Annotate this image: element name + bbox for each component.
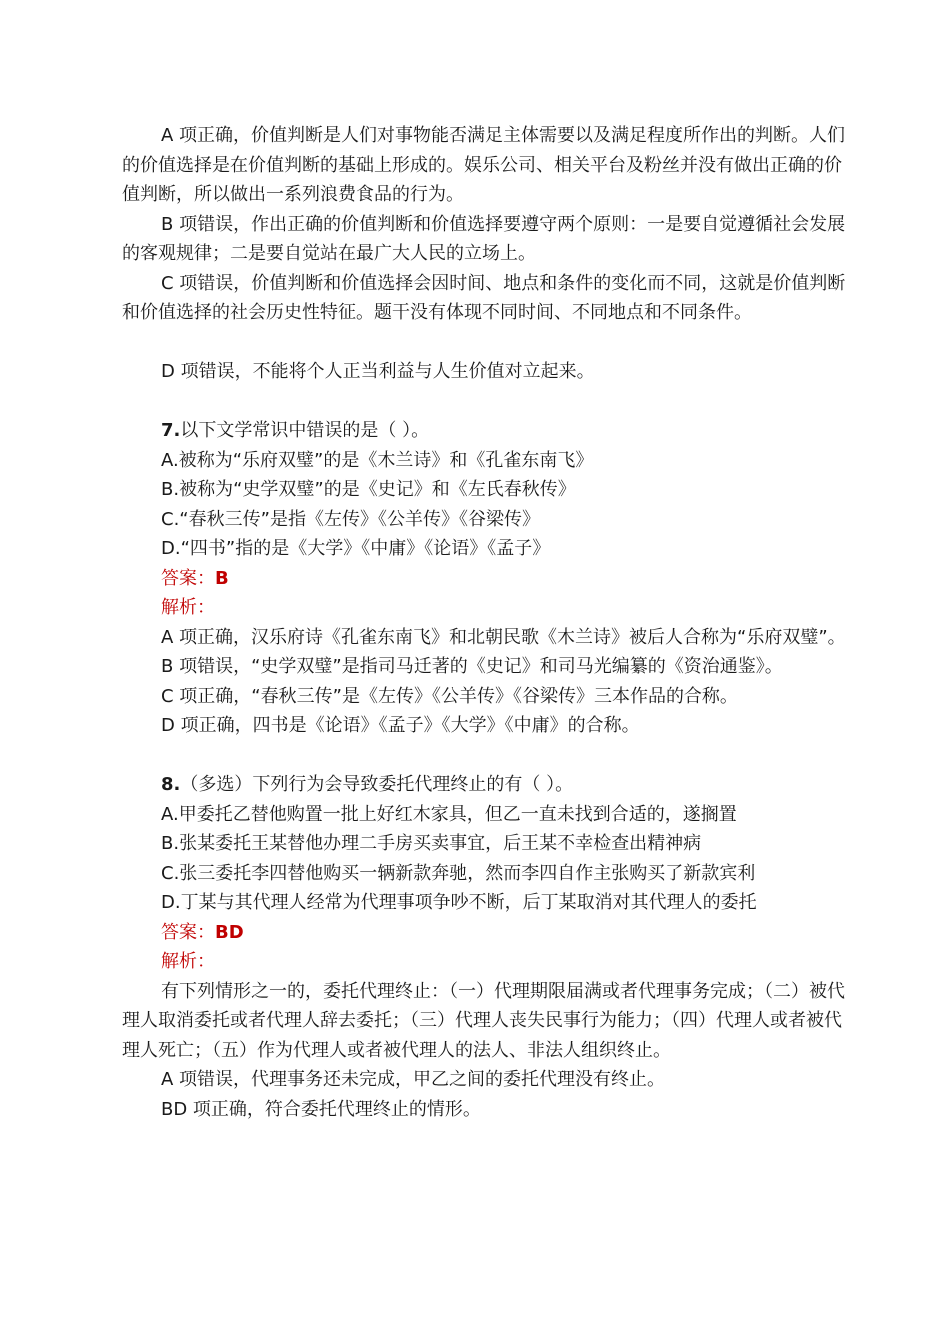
prev-analysis-d: D 项错误，不能将个人正当利益与人生价值对立起来。 — [161, 361, 595, 382]
question-8-answer — [122, 918, 852, 948]
question-7-analysis-b: B 项错误，“史学双璧”是指司马迁著的《史记》和司马光编纂的《资治通鉴》。 — [161, 656, 783, 677]
question-8-title — [122, 770, 852, 800]
answer-label: 答案： — [161, 567, 215, 589]
question-8-option-b: B.张某委托王某替他办理二手房买卖事宜，后王某不幸检查出精神病 — [161, 833, 702, 854]
question-8-analysis-a: A 项错误，代理事务还未完成，甲乙之间的委托代理没有终止。 — [161, 1069, 666, 1090]
question-7-analysis-d: D 项正确，四书是《论语》《孟子》《大学》《中庸》的合称。 — [161, 715, 640, 736]
question-7-analysis-a: A 项正确，汉乐府诗《孔雀东南飞》和北朝民歌《木兰诗》被后人合称为“乐府双璧”。 — [161, 626, 846, 648]
prev-analysis-c: C 项错误，价值判断和价值选择会因时间、地点和条件的变化而不同，这就是价值判断和价值选择的社会历史性特征。题干没有体现不同时间、不同地点和不同条件。 — [122, 272, 846, 323]
spacer — [122, 741, 852, 771]
answer-label: 答案： — [161, 921, 215, 943]
question-8-analysis-intro: 有下列情形之一的，委托代理终止：（一）代理期限届满或者代理事务完成；（二）被代理人取消委托或者代理人辞去委托；（三）代理人丧失民事行为能力；（四）代理人或者被代理人死亡；（五）作为代理人或者被代理人的法人、非法人组织终止。 — [122, 980, 845, 1061]
question-7-title — [122, 416, 852, 446]
question-7-answer — [122, 564, 852, 594]
question-7-option-b: B.被称为“史学双璧”的是《史记》和《左氏春秋传》 — [161, 479, 576, 500]
question-8-option-d: D.丁某与其代理人经常为代理事项争吵不断，后丁某取消对其代理人的委托 — [161, 892, 757, 913]
question-stem: （多选）下列行为会导致委托代理终止的有（ ）。 — [180, 774, 574, 795]
question-7-option-d: D.“四书”指的是《大学》《中庸》《论语》《孟子》 — [161, 538, 551, 559]
spacer — [122, 328, 852, 358]
question-8-option-c: C.张三委托李四替他购买一辆新款奔驰，然而李四自作主张购买了新款宾利 — [161, 862, 756, 884]
question-7-option-c: C.“春秋三传”是指《左传》《公羊传》《谷梁传》 — [161, 508, 540, 530]
question-number: 7. — [161, 420, 181, 441]
question-7-analysis-label: 解析： — [161, 597, 215, 618]
question-8-option-a: A.甲委托乙替他购置一批上好红木家具，但乙一直未找到合适的，遂搁置 — [161, 803, 737, 825]
answer-value: B — [215, 567, 229, 589]
prev-analysis-a: A 项正确，价值判断是人们对事物能否满足主体需要以及满足程度所作出的判断。人们的价值选择是在价值判断的基础上形成的。娱乐公司、相关平台及粉丝并没有做出正确的价值判断，所以做出一系列浪费食品的行为。 — [122, 125, 846, 205]
question-8-analysis-bd: BD 项正确，符合委托代理终止的情形。 — [161, 1098, 481, 1120]
document-content — [122, 121, 852, 1124]
question-number: 8. — [161, 774, 181, 795]
question-7-analysis-c: C 项正确，“春秋三传”是《左传》《公羊传》《谷梁传》三本作品的合称。 — [161, 685, 738, 707]
answer-value: BD — [215, 921, 244, 943]
spacer — [122, 387, 852, 417]
question-stem: 以下文学常识中错误的是（ ）。 — [180, 420, 430, 441]
question-8-analysis-label: 解析： — [161, 951, 215, 972]
question-7-option-a: A.被称为“乐府双璧”的是《木兰诗》和《孔雀东南飞》 — [161, 449, 594, 471]
prev-analysis-b: B 项错误，作出正确的价值判断和价值选择要遵守两个原则：一是要自觉遵循社会发展的客观规律；二是要自觉站在最广大人民的立场上。 — [122, 213, 846, 264]
